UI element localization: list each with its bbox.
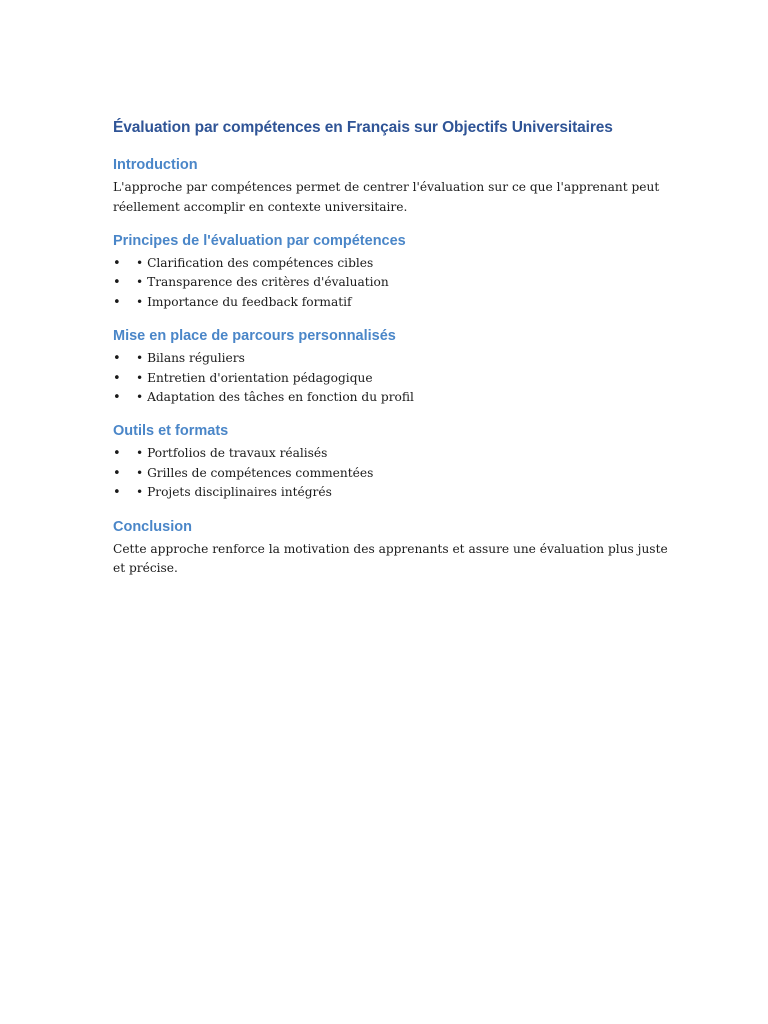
section-heading-introduction: Introduction bbox=[113, 157, 198, 173]
document-page bbox=[113, 118, 673, 594]
list-item-text: • Bilans réguliers bbox=[136, 351, 245, 366]
tools-formats-list bbox=[113, 444, 673, 502]
conclusion-paragraph: Cette approche renforce la motivation des apprenants et assure une évaluation plus juste et précise. bbox=[113, 541, 668, 576]
section-heading-principles: Principes de l'évaluation par compétences bbox=[113, 233, 406, 249]
list-item-text: • Portfolios de travaux réalisés bbox=[136, 446, 328, 461]
bullet-icon: • bbox=[113, 275, 121, 291]
list-item-text: • Grilles de compétences commentées bbox=[136, 465, 374, 480]
bullet-icon: • bbox=[113, 485, 121, 501]
section-heading-personalized-paths: Mise en place de parcours personnalisés bbox=[113, 328, 396, 345]
section-personalized-paths bbox=[113, 327, 673, 407]
list-item bbox=[113, 293, 673, 312]
bullet-icon: • bbox=[113, 256, 121, 271]
bullet-icon: • bbox=[113, 351, 121, 367]
bullet-icon: • bbox=[113, 465, 121, 481]
list-item-text: • Projets disciplinaires intégrés bbox=[136, 485, 332, 500]
list-item-text: • Transparence des critères d'évaluation bbox=[136, 275, 389, 290]
bullet-icon: • bbox=[113, 390, 121, 406]
list-item bbox=[113, 388, 673, 407]
list-item bbox=[113, 483, 673, 502]
section-heading-tools-formats: Outils et formats bbox=[113, 423, 229, 440]
list-item bbox=[113, 349, 673, 368]
document-title: Évaluation par compétences en Français sur Objectifs Universitaires bbox=[113, 119, 613, 136]
section-introduction bbox=[113, 156, 673, 217]
bullet-icon: • bbox=[113, 370, 121, 386]
list-item bbox=[113, 254, 673, 273]
section-conclusion bbox=[113, 518, 673, 579]
list-item bbox=[113, 369, 673, 388]
list-item-text: • Importance du feedback formatif bbox=[136, 294, 352, 309]
principles-list bbox=[113, 254, 673, 312]
bullet-icon: • bbox=[113, 294, 121, 310]
list-item bbox=[113, 464, 673, 483]
list-item-text: • Clarification des compétences cibles bbox=[136, 256, 374, 270]
personalized-paths-list bbox=[113, 349, 673, 407]
section-tools-formats bbox=[113, 422, 673, 502]
section-principles bbox=[113, 232, 673, 312]
list-item bbox=[113, 444, 673, 463]
bullet-icon: • bbox=[113, 446, 121, 462]
introduction-paragraph: L'approche par compétences permet de centrer l'évaluation sur ce que l'apprenant peut réellement accomplir en contexte universitaire. bbox=[113, 180, 660, 214]
section-heading-conclusion: Conclusion bbox=[113, 518, 192, 535]
list-item-text: • Entretien d'orientation pédagogique bbox=[136, 370, 373, 385]
list-item-text: • Adaptation des tâches en fonction du profil bbox=[136, 390, 414, 405]
list-item bbox=[113, 273, 673, 292]
